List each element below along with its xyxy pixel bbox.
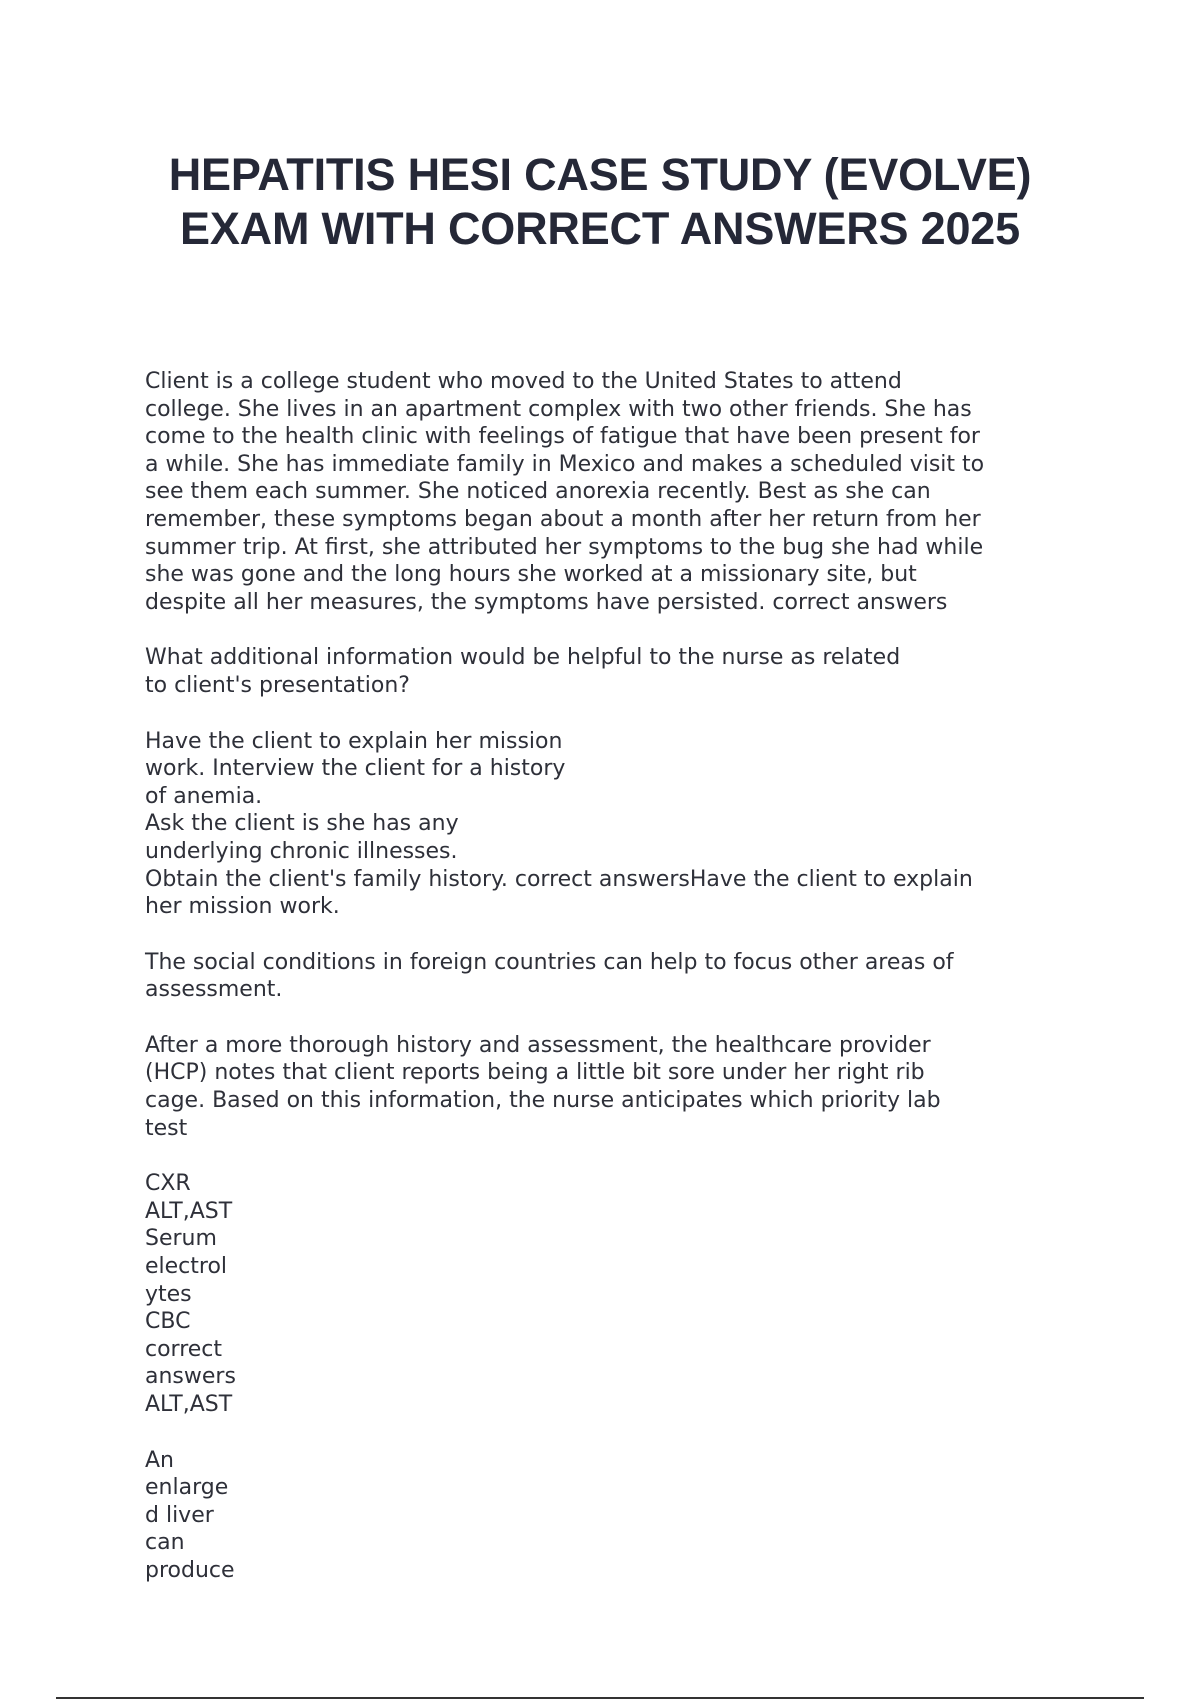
- paragraph-rationale-2: [145, 1447, 1095, 1585]
- text-line: she was gone and the long hours she worked at a missionary site, but: [145, 562, 917, 588]
- document-title: [100, 148, 1100, 256]
- text-line: see them each summer. She noticed anorexia recently. Best as she can: [145, 479, 931, 505]
- page-bottom-rule: [56, 1697, 1144, 1699]
- text-line: a while. She has immediate family in Mexico and makes a scheduled visit to: [145, 451, 985, 477]
- document-body: [145, 368, 1095, 1613]
- text-line: assessment.: [145, 977, 283, 1003]
- text-line: answers: [145, 1364, 236, 1390]
- text-line: test: [145, 1115, 188, 1141]
- text-line: An: [145, 1447, 174, 1473]
- text-line: Obtain the client's family history. correct answersHave the client to explain: [145, 866, 973, 892]
- paragraph-rationale-1: [145, 949, 1095, 1004]
- paragraph-question-1: [145, 644, 1095, 699]
- text-line: to client's presentation?: [145, 672, 410, 698]
- text-line: ytes: [145, 1281, 192, 1307]
- text-line: CBC: [145, 1309, 191, 1335]
- paragraph-options-1: [145, 728, 1095, 921]
- text-line: correct: [145, 1336, 223, 1362]
- text-line: d liver: [145, 1502, 214, 1528]
- text-line: Ask the client is she has any: [145, 811, 459, 837]
- text-line: despite all her measures, the symptoms have persisted. correct answers: [145, 589, 948, 615]
- title-line: HEPATITIS HESI CASE STUDY (EVOLVE): [168, 149, 1032, 200]
- text-line: of anemia.: [145, 783, 263, 809]
- text-line: CXR: [145, 1171, 191, 1197]
- text-line: work. Interview the client for a history: [145, 756, 566, 782]
- text-line: ALT,AST: [145, 1392, 233, 1417]
- text-line: produce: [145, 1557, 235, 1583]
- paragraph-case-description: [145, 368, 1095, 616]
- text-line: underlying chronic illnesses.: [145, 838, 458, 864]
- text-line: Have the client to explain her mission: [145, 728, 563, 754]
- text-line: come to the health clinic with feelings of fatigue that have been present for: [145, 424, 980, 450]
- text-line: (HCP) notes that client reports being a little bit sore under her right rib: [145, 1060, 925, 1086]
- text-line: college. She lives in an apartment complex with two other friends. She has: [145, 396, 972, 422]
- text-line: her mission work.: [145, 894, 340, 920]
- title-line: EXAM WITH CORRECT ANSWERS 2025: [180, 203, 1020, 254]
- text-line: cage. Based on this information, the nurse anticipates which priority lab: [145, 1088, 941, 1114]
- text-line: enlarge: [145, 1475, 229, 1501]
- paragraph-options-2: [145, 1170, 1095, 1418]
- text-line: Client is a college student who moved to the United States to attend: [145, 369, 902, 394]
- paragraph-question-2: [145, 1032, 1095, 1142]
- text-line: summer trip. At first, she attributed her symptoms to the bug she had while: [145, 534, 984, 560]
- text-line: After a more thorough history and assessment, the healthcare provider: [145, 1032, 931, 1058]
- text-line: What additional information would be helpful to the nurse as related: [145, 645, 901, 671]
- text-line: electrol: [145, 1254, 228, 1280]
- text-line: The social conditions in foreign countries can help to focus other areas of: [145, 949, 954, 975]
- text-line: ALT,AST: [145, 1198, 233, 1224]
- text-line: remember, these symptoms began about a month after her return from her: [145, 506, 981, 532]
- text-line: can: [145, 1530, 185, 1556]
- text-line: Serum: [145, 1226, 217, 1252]
